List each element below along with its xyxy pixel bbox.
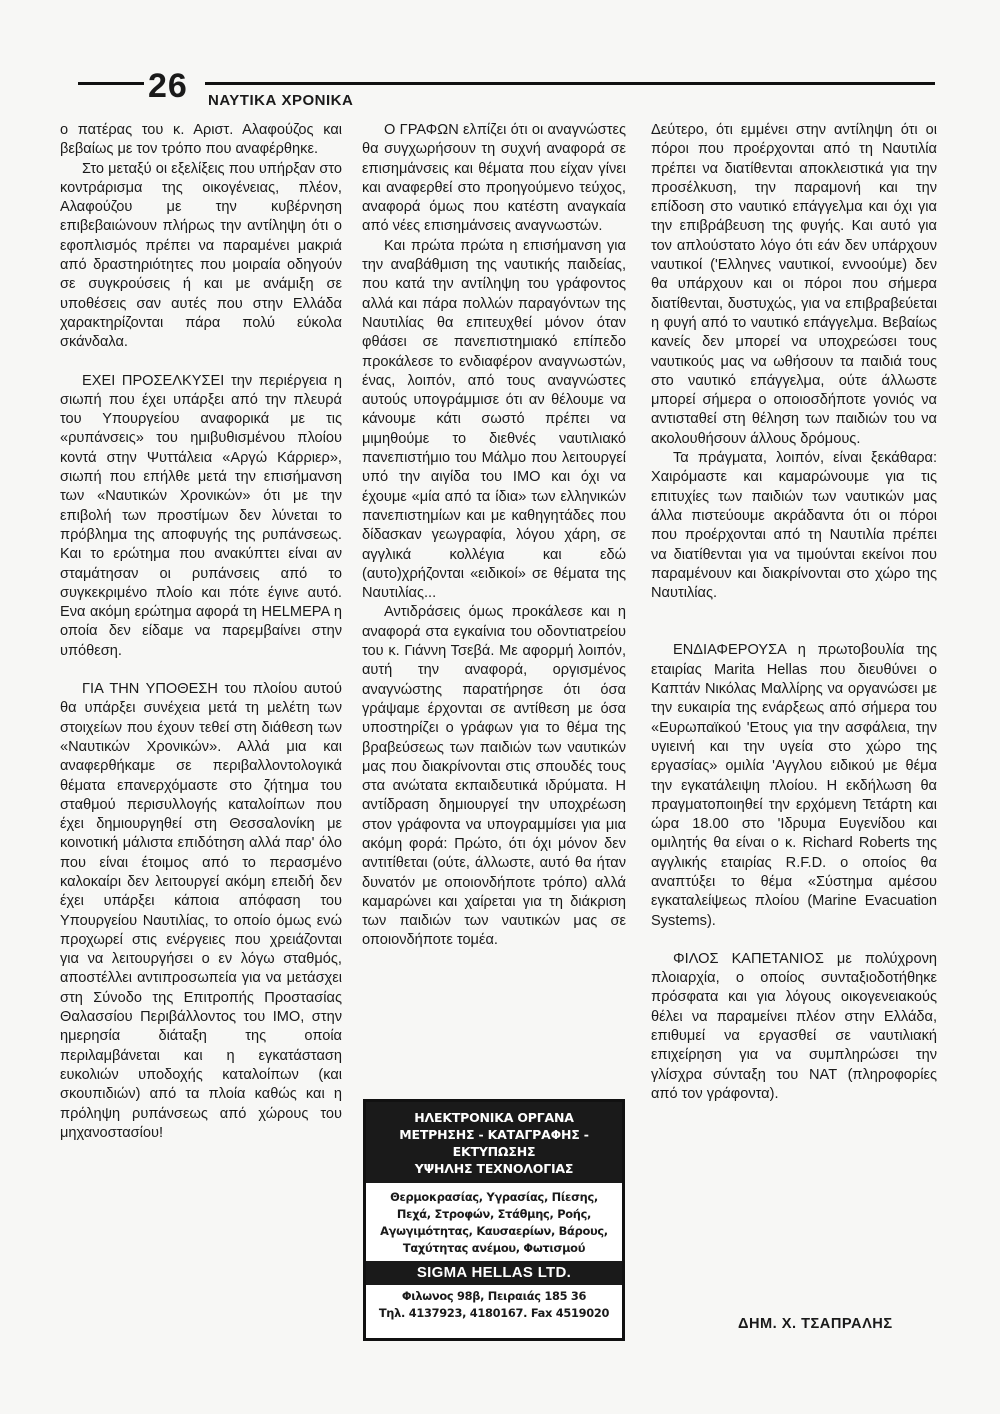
paragraph: ο πατέρας του κ. Αριστ. Αλαφούζος και βεβαίως με τον τρόπο που αναφέρθηκε. <box>60 122 342 158</box>
ad-headline <box>366 1102 622 1183</box>
ad-text-line: Θερμοκρασίας, Υγρασίας, Πίεσης, <box>390 1190 598 1204</box>
paragraph: Στο μεταξύ οι εξελίξεις που υπήρξαν στο κοντράρισμα της οικογένειας, πλέον, Αλαφούζου με την κυβέρνηση επιβεβαιώνουν πλήρως την αντίληψη ότι ο εφοπλισμός πρέπει να παραμένει μακριά από δραστηριότητες που μοιραία οδηγούν σε συγκρούσεις ή και με ανάμιξη σε υποθέσεις σαν αυτές που στην Ελλάδα χαρακτηρίζονται πάρα πολύ εύκολα σκάνδαλα. <box>60 160 342 351</box>
paragraph: Δεύτερο, ότι εμμένει στην αντίληψη ότι οι πόροι που προέρχονται από τη Ναυτιλία πρέπει να διατίθενται αποκλειστικά για την προσέλκυση, την παραμονή και την επίδοση στο ναυτικό επάγγελμα και όχι για την επιβράβευση της φυγής. Και αυτό για τον απλούστατο λόγο ότι εάν δεν υπάρχουν ναυτικοί ('Ελληνες ναυτικοί, εννοούμε) δεν θα υπάρχουν και οι πόροι που σήμερα διατίθενται, δυστυχώς, για να επιβραβεύεται η φυγή από το ναυτικό επάγγελμα. Βεβαίως κανείς δεν μπορεί να υποχρεώσει τους ναυτικούς μας να ωθήσουν τα παιδιά τους στο ναυτικό επάγγελμα, ούτε άλλωστε μπορεί σήμερα ο οποιοσδήποτε γονιός να αντισταθεί στη θέληση των παιδιών του να ακολουθήσουν άλλους δρόμους. <box>651 122 937 447</box>
article-column-3 <box>651 121 937 1104</box>
ad-contact <box>366 1285 622 1322</box>
publication-title: ΝΑΥΤΙΚΑ ΧΡΟΝΙΚΑ <box>208 92 354 109</box>
author-signature: ΔΗΜ. Χ. ΤΣΑΠΡΑΛΗΣ <box>738 1316 893 1332</box>
page-number: 26 <box>148 67 188 105</box>
ad-phones: Τηλ. 4137923, 4180167. Fax 4519020 <box>378 1306 610 1320</box>
ad-text-line: Πεχά, Στροφών, Στάθμης, Ροής, <box>396 1207 592 1221</box>
ad-address: Φιλωνος 98β, Πειραιάς 185 36 <box>401 1289 587 1303</box>
header-rule-left <box>78 82 144 85</box>
paragraph: ΓΙΑ ΤΗΝ ΥΠΟΘΕΣΗ του πλοίου αυτού θα υπάρξει συνέχεια μετά τη μελέτη των στοιχείων που έχουν τεθεί στη διάθεση των «Ναυτικών Χρονικών». Αλλά μια και αναφερθήκαμε σε περιβαλλοντολογικά θέματα επανερχόμαστε στο ζήτημα του σταθμού περισυλλογής καταλοίπων που έχει δημιουργηθεί στη Θεσσαλονίκη με κοινοτική μάλιστα επιδότηση αλλά παρ' όλο που είναι έτοιμος από το περασμένο καλοκαίρι δεν λειτουργεί ακόμη επειδή δεν έχει υπάρξει κάποια απόφαση του Υπουργείου Ναυτιλίας, το οποίο όμως ενώ προχωρεί στις ενέργειες που χρειάζονται για να λειτουργήσει ο εν λόγω σταθμός, αποστέλλει αντιπροσωπεία για να μετάσχει στη Σύνοδο της Επιτροπής Προστασίας Θαλασσίου Περιβάλλοντος του ΙΜΟ, στην ημερησία διάταξη της οποία περιλαμβάνεται και η εγκατάσταση ευκολιών υποδοχής καταλοίπων (και σκουπιδιών) από τα πλοία καθώς και η πρόληψη ρυπάνσεως από χώρους του μηχανοστασίου! <box>60 681 342 1141</box>
ad-company-name: SIGMA HELLAS LTD. <box>366 1261 622 1285</box>
article-column-2 <box>362 121 626 951</box>
ad-headline-line: ΜΕΤΡΗΣΗΣ - ΚΑΤΑΓΡΑΦΗΣ - ΕΚΤΥΠΩΣΗΣ <box>399 1127 589 1159</box>
paragraph: ΕΧΕΙ ΠΡΟΣΕΛΚΥΣΕΙ την περιέργεια η σιωπή που έχει υπάρξει από την πλευρά του Υπουργείου αναφορικά με τις «ρυπάνσεις» του ημιβυθισμένου πλοίου κοντά στην Ψυττάλεια «Αργώ Κάρριερ», σιωπή που επήλθε μετά την επισήμανση των «Ναυτικών Χρονικών» ότι με την επιβολή των προστίμων δεν λύνεται το πρόβλημα της αποφυγής της ρυπάνσεως. Και το ερώτημα που ανακύπτει είναι αν σταμάτησαν οι ρυπάνσεις από το συγκεκριμένο πλοίο και πότε έγινε αυτό. Ενα ακόμη ερώτημα αφορά τη HELMEPA η οποία δεν είδαμε να παρεμβαίνει στην υπόθεση. <box>60 372 342 659</box>
paragraph: ΕΝΔΙΑΦΕΡΟΥΣΑ η πρωτοβουλία της εταιρίας Marita Hellas που διευθύνει ο Καπτάν Νικόλας Μαλλίρης να οργανώσει με την ευκαιρία της ενάρξεως από σήμερα του «Ευρωπαϊκού 'Ετους για την ασφάλεια, την υγιεινή και την υγεία στο χώρο της εργασίας» ομιλία 'Αγγλου ειδικού με θέμα την εγκατάλειψη πλοίου. Η εκδήλωση θα πραγματοποιηθεί την ερχόμενη Τετάρτη και ώρα 18.00 στο 'Ιδρυμα Ευγενίδου και ομιλητής θα είναι ο κ. Richard Roberts της αγγλικής εταιρίας R.F.D. ο οποίος θα αναπτύξει το θέμα «Σύστημα αμέσου εγκαταλείψεως πλοίου (Marine Evacuation Systems). <box>651 642 937 929</box>
ad-headline-line: ΥΨΗΛΗΣ ΤΕΧΝΟΛΟΓΙΑΣ <box>414 1161 574 1176</box>
ad-headline-line: ΗΛΕΚΤΡΟΝΙΚΑ ΟΡΓΑΝΑ <box>414 1110 574 1125</box>
paragraph: ΦΙΛΟΣ ΚΑΠΕΤΑΝΙΟΣ με πολύχρονη πλοιαρχία, ο οποίος συνταξιοδοτήθηκε πρόσφατα και για λόγους οικογενειακούς θέλει να παραμείνει πλέον στην Ελλάδα, επιθυμεί να εργασθεί σε ναυτιλιακή επιχείρηση για να συμπληρώσει την γλίσχρα σύνταξη του ΝΑΤ (πληροφορίες από τον γράφοντα). <box>651 950 937 1102</box>
article-column-1 <box>60 121 342 1143</box>
ad-text-line: Αγωγιμότητας, Καυσαερίων, Βάρους, <box>380 1224 608 1238</box>
paragraph: Τα πράγματα, λοιπόν, είναι ξεκάθαρα: Χαιρόμαστε και καμαρώνουμε για τις επιτυχίες των παιδιών των ναυτικών μας άλλα πιστεύουμε ακράδαντα ότι οι πόροι που προέρχονται από τη Ναυτιλία πρέπει να διατίθενται για να τιμούνται εκείνοι που παραμένουν και διακρίνονται στο χώρο της Ναυτιλίας. <box>651 450 937 602</box>
ad-measurements-list <box>366 1183 622 1261</box>
paragraph: Και πρώτα πρώτα η επισήμανση για την αναβάθμιση της ναυτικής παιδείας, που κατά την αντίληψη του γράφοντος αλλά και πάρα πολλών παραγόντων της Ναυτιλίας θα επιτευχθεί μόνον όταν φθάσει σε πανεπιστημιακό επίπεδο προκάλεσε το ενδιαφέρον αναγνωστών, ένας, λοιπόν, από τους αναγνώστες αυτούς υπογράμμισε ότι αν θέλουμε να κάνουμε κάτι σωστό πρέπει να μιμηθούμε το διεθνές ναυτιλιακό πανεπιστήμιο του Μάλμο που λειτουργεί υπό την αιγίδα του ΙΜΟ και όχι να έχουμε «μία από τα ίδια» των ελληνικών πανεπιστημίων και με καθηγητάδες που δίδασκαν γεωγραφία, λόγου χάρη, σε αγγλικά κολλέγια και εδώ (αυτο)χρήζονται «ειδικοί» σε θέματα της Ναυτιλίας... <box>362 237 626 602</box>
header-rule-right <box>205 82 935 85</box>
paragraph: Αντιδράσεις όμως προκάλεσε και η αναφορά στα εγκαίνια του οδοντιατρείου του κ. Γιάννη Τσεβά. Με αφορμή λοιπόν, αυτή την αναφορά, οργισμένος αναγνώστης παρατήρησε ότι όσα γράψαμε έρχονται σε αντίθεση με όσα υποστηρίζει ο γράφων για το θέμα της βραβεύσεως των παιδιών των ναυτικών μας που διακρίνονται στις σπουδές τους στα ανώτατα εκπαιδευτικά ιδρύματα. Η αντίδραση δημιουργεί την υποχρέωση στον γράφοντα να υπογραμμίσει για μια ακόμη φορά: Πρώτο, ότι όχι μόνον δεν αντιτίθεται (ούτε, άλλωστε, αυτό θα ήταν δυνατόν με οποιονδήποτε τρόπο) αλλά καμαρώνει και χαίρεται για τη διάκριση των παιδιών των ναυτικών μας σε οποιονδήποτε τομέα. <box>362 604 626 949</box>
sigma-hellas-advertisement <box>363 1099 625 1341</box>
ad-text-line: Ταχύτητας ανέμου, Φωτισμού <box>402 1241 586 1255</box>
paragraph: Ο ΓΡΑΦΩΝ ελπίζει ότι οι αναγνώστες θα συγχωρήσουν τη συχνή αναφορά σε επισημάνσεις και θέματα που είχαν γίνει και αναφερθεί στο προηγούμενο τεύχος, αναφορά όμως που κατέστη αναγκαία από νέες επισημάνσεις αναγνωστών. <box>362 122 626 235</box>
